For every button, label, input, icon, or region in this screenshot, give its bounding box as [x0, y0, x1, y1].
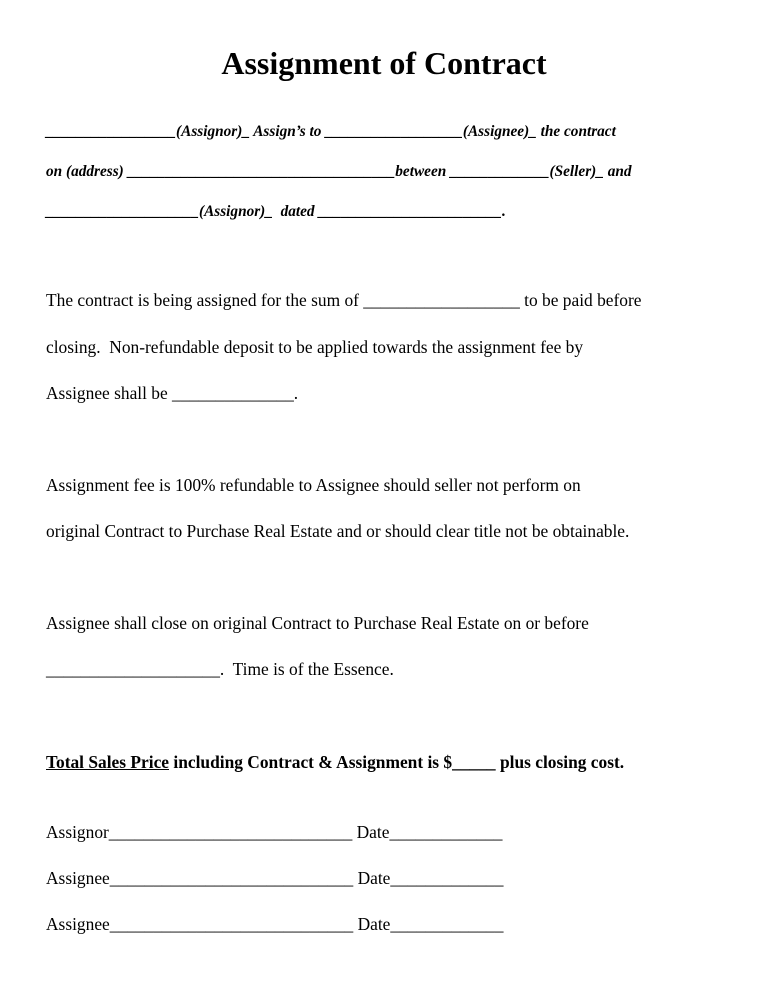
- intro-line-3: ____________________(Assignor)_ dated ________________________.: [46, 203, 506, 220]
- refund-paragraph-line-1: Assignment fee is 100% refundable to Assignee should seller not perform on: [46, 475, 581, 495]
- intro-line-2: on (address) ___________________________________between _____________(Seller)_ and: [46, 163, 632, 180]
- refund-paragraph-line-2: original Contract to Purchase Real Estate and or should clear title not be obtainable.: [46, 521, 630, 541]
- intro-line-1: _________________(Assignor)_ Assign’s to __________________(Assignee)_ the contract: [46, 123, 616, 140]
- total-sales-price-line: [46, 754, 624, 771]
- sum-paragraph-line-1: The contract is being assigned for the sum of __________________ to be paid before: [46, 290, 642, 310]
- sum-paragraph-line-2: closing. Non-refundable deposit to be applied towards the assignment fee by: [46, 337, 584, 357]
- sum-paragraph-line-3: Assignee shall be ______________.: [46, 383, 299, 403]
- closing-paragraph-line-2: ____________________. Time is of the Essence.: [46, 659, 394, 679]
- closing-paragraph-line-1: Assignee shall close on original Contract to Purchase Real Estate on or before: [46, 613, 589, 633]
- total-sales-price-label: Total Sales Price: [46, 752, 170, 772]
- total-sales-price-text: including Contract & Assignment is $_____ plus closing cost.: [169, 752, 625, 772]
- assignor-signature-line: Assignor____________________________ Date_____________: [46, 822, 503, 842]
- assignee-signature-line-2: Assignee____________________________ Date_____________: [46, 914, 504, 934]
- assignee-signature-line-1: Assignee____________________________ Date_____________: [46, 868, 504, 888]
- document-title: Assignment of Contract: [221, 45, 547, 81]
